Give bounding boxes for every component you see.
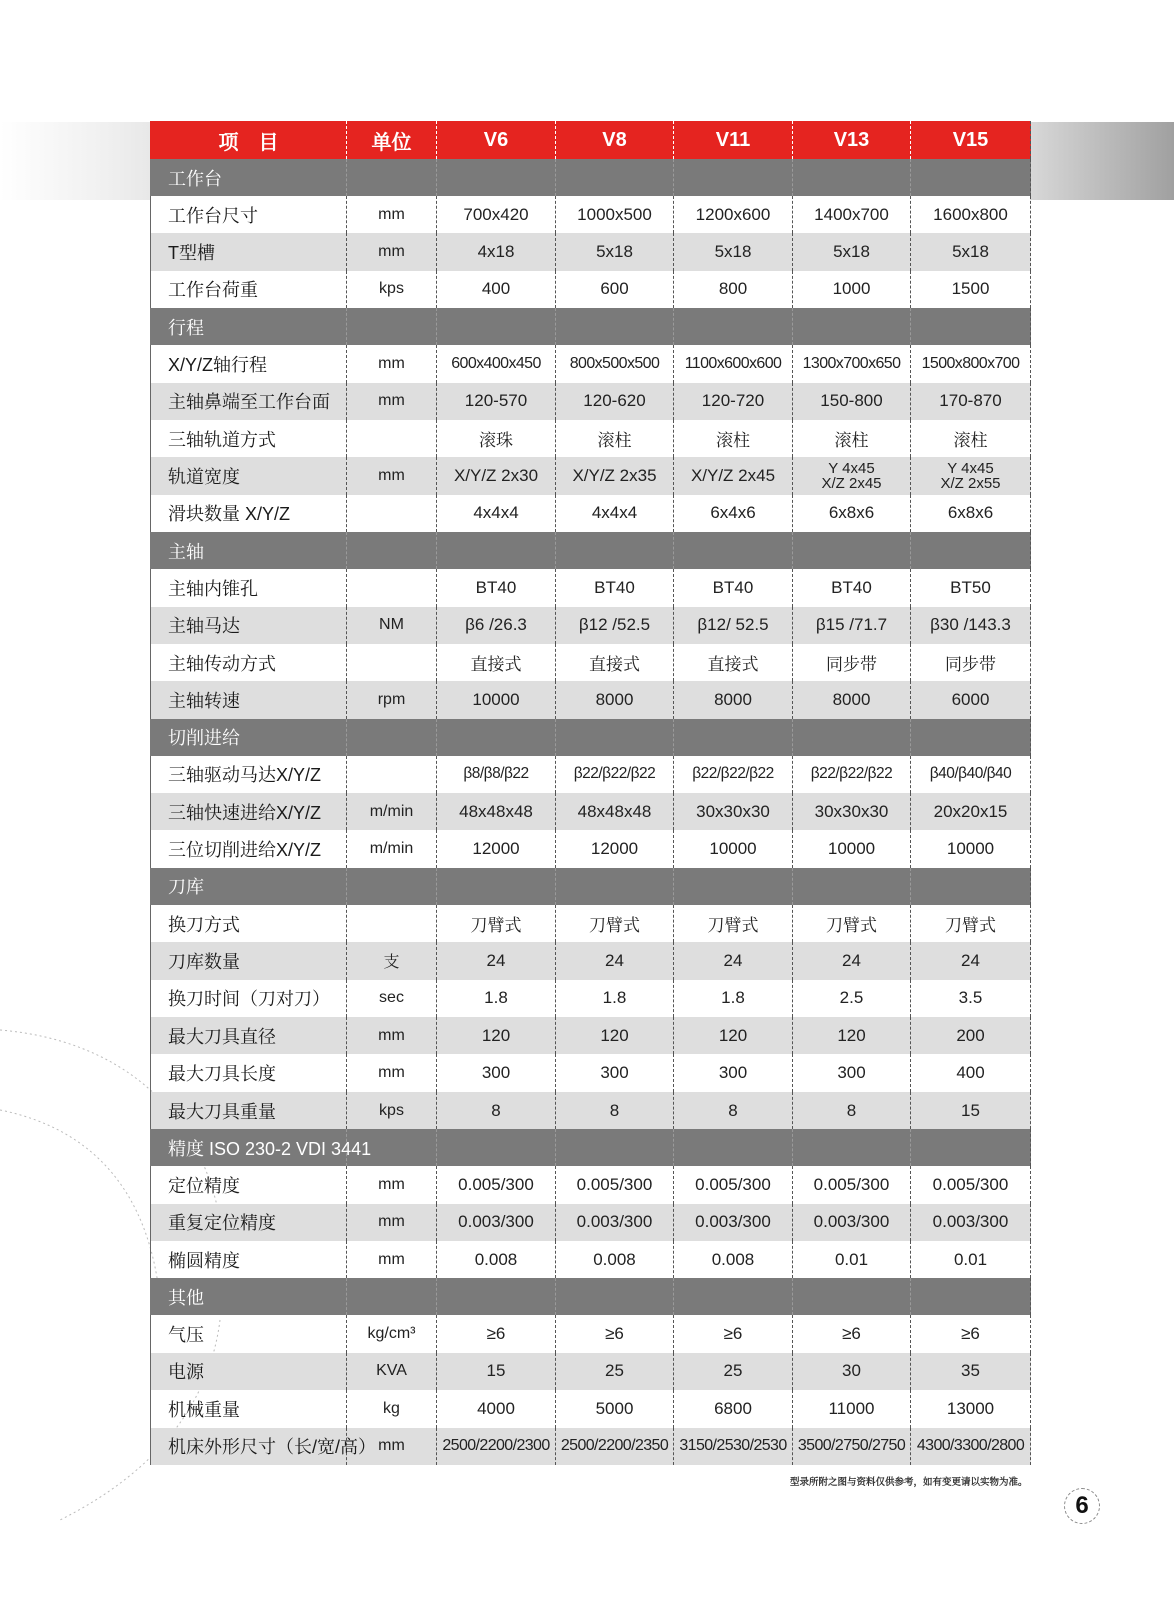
spec-value: 48x48x48 (437, 793, 556, 830)
spec-value: 0.008 (437, 1241, 556, 1278)
spec-value: 8000 (674, 681, 793, 718)
spec-value: 8 (674, 1092, 793, 1129)
spec-name: 主轴转速 (151, 681, 347, 718)
spec-value: 4300/3300/2800 (911, 1428, 1031, 1465)
spec-row (151, 196, 1031, 233)
spec-value: 25 (556, 1353, 674, 1390)
section-blank-cell (556, 308, 674, 345)
spec-value: BT50 (911, 569, 1031, 606)
spec-value: 滚柱 (911, 420, 1031, 457)
header-model-v13: V13 (793, 121, 911, 159)
spec-name: 最大刀具重量 (151, 1092, 347, 1129)
spec-value: 600x400x450 (437, 345, 556, 382)
spec-value: 6x4x6 (674, 495, 793, 532)
section-blank-cell (793, 719, 911, 756)
section-blank-cell (911, 1278, 1031, 1315)
header-model-v11: V11 (674, 121, 793, 159)
spec-value: 200 (911, 1017, 1031, 1054)
section-blank-cell (911, 308, 1031, 345)
spec-value: 13000 (911, 1390, 1031, 1427)
spec-value: 1100x600x600 (674, 345, 793, 382)
section-blank-cell (437, 719, 556, 756)
spec-value: 300 (674, 1054, 793, 1091)
spec-value: 15 (911, 1092, 1031, 1129)
spec-row (151, 1390, 1031, 1427)
spec-row (151, 457, 1031, 494)
spec-unit (347, 495, 437, 532)
section-blank-cell (793, 1278, 911, 1315)
spec-value: 0.005/300 (556, 1166, 674, 1203)
spec-unit: kg/cm³ (347, 1315, 437, 1352)
spec-row (151, 1315, 1031, 1352)
spec-value: 120 (674, 1017, 793, 1054)
spec-value: 刀臂式 (911, 905, 1031, 942)
spec-value: 800 (674, 271, 793, 308)
spec-value: 2500/2200/2300 (437, 1428, 556, 1465)
section-blank-cell (347, 532, 437, 569)
spec-unit: kps (347, 271, 437, 308)
spec-name: 机械重量 (151, 1390, 347, 1427)
spec-value: 0.003/300 (556, 1204, 674, 1241)
section-blank-cell (347, 159, 437, 196)
spec-value: 1.8 (556, 980, 674, 1017)
section-blank-cell (437, 868, 556, 905)
section-blank-cell (911, 159, 1031, 196)
section-title: 主轴 (151, 532, 347, 569)
spec-value: 0.005/300 (437, 1166, 556, 1203)
section-blank-cell (674, 1278, 793, 1315)
spec-row (151, 1241, 1031, 1278)
spec-value: 35 (911, 1353, 1031, 1390)
section-blank-cell (793, 159, 911, 196)
spec-row (151, 1353, 1031, 1390)
spec-value: 0.003/300 (437, 1204, 556, 1241)
spec-value: 刀臂式 (793, 905, 911, 942)
spec-value: β22/β22/β22 (793, 756, 911, 793)
spec-value: 6x8x6 (911, 495, 1031, 532)
left-gray-band (0, 122, 150, 200)
spec-value: β12 /52.5 (556, 607, 674, 644)
spec-value: 1200x600 (674, 196, 793, 233)
spec-row (151, 420, 1031, 457)
spec-name: 主轴马达 (151, 607, 347, 644)
spec-value: 10000 (674, 830, 793, 867)
spec-unit (347, 905, 437, 942)
disclaimer-note: 型录所附之图与资料仅供参考，如有变更请以实物为准。 (790, 1477, 1028, 1488)
spec-value: 滚柱 (556, 420, 674, 457)
spec-value: 8000 (556, 681, 674, 718)
spec-value: 120 (793, 1017, 911, 1054)
section-header-row (151, 1278, 1031, 1315)
spec-unit: kg (347, 1390, 437, 1427)
spec-value: 12000 (437, 830, 556, 867)
spec-value: β22/β22/β22 (674, 756, 793, 793)
spec-unit: mm (347, 1204, 437, 1241)
spec-value: X/Y/Z 2x35 (556, 457, 674, 494)
section-blank-cell (556, 1129, 674, 1166)
spec-value: 0.01 (793, 1241, 911, 1278)
spec-value: 6800 (674, 1390, 793, 1427)
spec-value: 12000 (556, 830, 674, 867)
spec-row (151, 1166, 1031, 1203)
spec-unit: m/min (347, 830, 437, 867)
spec-unit (347, 756, 437, 793)
spec-value: 150-800 (793, 383, 911, 420)
spec-value: BT40 (793, 569, 911, 606)
spec-name: 三轴轨道方式 (151, 420, 347, 457)
spec-name: 三轴驱动马达X/Y/Z (151, 756, 347, 793)
spec-value: 48x48x48 (556, 793, 674, 830)
spec-name: 最大刀具直径 (151, 1017, 347, 1054)
spec-value: 4x4x4 (437, 495, 556, 532)
spec-row (151, 569, 1031, 606)
spec-value-line: X/Z 2x45 (821, 475, 882, 493)
spec-value: 3.5 (911, 980, 1031, 1017)
spec-row (151, 905, 1031, 942)
spec-value: ≥6 (674, 1315, 793, 1352)
spec-value: 30 (793, 1353, 911, 1390)
spec-value: 24 (911, 942, 1031, 979)
section-blank-cell (674, 719, 793, 756)
spec-name: 刀库数量 (151, 942, 347, 979)
spec-row (151, 383, 1031, 420)
spec-value: BT40 (437, 569, 556, 606)
spec-row (151, 233, 1031, 270)
spec-value: 3150/2530/2530 (674, 1428, 793, 1465)
spec-name: 三位切削进给X/Y/Z (151, 830, 347, 867)
spec-value: 滚柱 (674, 420, 793, 457)
spec-value: BT40 (674, 569, 793, 606)
section-blank-cell (793, 532, 911, 569)
spec-value: 8 (437, 1092, 556, 1129)
spec-value: X/Y/Z 2x45 (674, 457, 793, 494)
spec-row (151, 681, 1031, 718)
spec-row (151, 495, 1031, 532)
spec-row (151, 756, 1031, 793)
spec-value: 1400x700 (793, 196, 911, 233)
spec-value: 刀臂式 (556, 905, 674, 942)
spec-value: 800x500x500 (556, 345, 674, 382)
spec-unit: mm (347, 1166, 437, 1203)
spec-value: 刀臂式 (674, 905, 793, 942)
header-unit: 单位 (347, 121, 437, 159)
spec-value (911, 457, 1031, 494)
section-blank-cell (911, 719, 1031, 756)
spec-value: 0.01 (911, 1241, 1031, 1278)
section-blank-cell (347, 308, 437, 345)
spec-row (151, 793, 1031, 830)
section-blank-cell (556, 532, 674, 569)
spec-value: 3500/2750/2750 (793, 1428, 911, 1465)
spec-value: 30x30x30 (674, 793, 793, 830)
spec-unit: rpm (347, 681, 437, 718)
spec-name: X/Y/Z轴行程 (151, 345, 347, 382)
spec-unit (347, 644, 437, 681)
spec-value: 0.005/300 (674, 1166, 793, 1203)
section-blank-cell (556, 719, 674, 756)
spec-value: 30x30x30 (793, 793, 911, 830)
section-blank-cell (437, 1129, 556, 1166)
spec-value: 8 (556, 1092, 674, 1129)
spec-name: 三轴快速进给X/Y/Z (151, 793, 347, 830)
section-blank-cell (793, 868, 911, 905)
section-blank-cell (347, 1278, 437, 1315)
spec-value: 0.005/300 (793, 1166, 911, 1203)
spec-row (151, 1204, 1031, 1241)
section-title: 刀库 (151, 868, 347, 905)
spec-value: 2500/2200/2350 (556, 1428, 674, 1465)
spec-value: 10000 (911, 830, 1031, 867)
spec-value: 0.008 (556, 1241, 674, 1278)
section-header-row (151, 159, 1031, 196)
spec-table (150, 121, 1031, 1465)
section-blank-cell (674, 159, 793, 196)
spec-name: 轨道宽度 (151, 457, 347, 494)
section-title: 行程 (151, 308, 347, 345)
spec-value: β15 /71.7 (793, 607, 911, 644)
spec-value: β6 /26.3 (437, 607, 556, 644)
section-blank-cell (437, 532, 556, 569)
spec-value: 4000 (437, 1390, 556, 1427)
spec-value: β22/β22/β22 (556, 756, 674, 793)
spec-name: 主轴鼻端至工作台面 (151, 383, 347, 420)
spec-value: 5x18 (674, 233, 793, 270)
spec-value: 24 (793, 942, 911, 979)
spec-value: 120 (556, 1017, 674, 1054)
spec-name: 滑块数量 X/Y/Z (151, 495, 347, 532)
spec-name: 主轴传动方式 (151, 644, 347, 681)
spec-row (151, 1092, 1031, 1129)
spec-name: 最大刀具长度 (151, 1054, 347, 1091)
spec-value: 0.008 (674, 1241, 793, 1278)
section-blank-cell (674, 1129, 793, 1166)
section-title: 工作台 (151, 159, 347, 196)
spec-value: 120-720 (674, 383, 793, 420)
spec-value: X/Y/Z 2x30 (437, 457, 556, 494)
spec-row (151, 1054, 1031, 1091)
spec-value: 300 (793, 1054, 911, 1091)
spec-value: 11000 (793, 1390, 911, 1427)
section-header-row (151, 868, 1031, 905)
section-title: 其他 (151, 1278, 347, 1315)
section-header-row (151, 308, 1031, 345)
spec-value: 1500 (911, 271, 1031, 308)
spec-value: 300 (437, 1054, 556, 1091)
section-blank-cell (437, 159, 556, 196)
right-gray-band (1030, 122, 1174, 200)
spec-value: 0.005/300 (911, 1166, 1031, 1203)
spec-value: 滚柱 (793, 420, 911, 457)
spec-value-line: Y 4x45 (947, 460, 994, 478)
spec-value: β12/ 52.5 (674, 607, 793, 644)
section-blank-cell (556, 1278, 674, 1315)
spec-value: 4x18 (437, 233, 556, 270)
section-blank-cell (556, 868, 674, 905)
spec-value: 25 (674, 1353, 793, 1390)
section-header-row (151, 719, 1031, 756)
header-model-v15: V15 (911, 121, 1031, 159)
spec-name: 换刀时间（刀对刀） (151, 980, 347, 1017)
spec-value: ≥6 (911, 1315, 1031, 1352)
spec-value: BT40 (556, 569, 674, 606)
spec-unit: mm (347, 1241, 437, 1278)
spec-name: 气压 (151, 1315, 347, 1352)
section-title: 精度 ISO 230-2 VDI 3441 (151, 1129, 347, 1166)
spec-unit: NM (347, 607, 437, 644)
spec-unit: mm (347, 345, 437, 382)
spec-unit: mm (347, 457, 437, 494)
spec-value: 300 (556, 1054, 674, 1091)
spec-value: 0.003/300 (674, 1204, 793, 1241)
spec-value: 10000 (437, 681, 556, 718)
spec-value: 10000 (793, 830, 911, 867)
spec-value: 直接式 (674, 644, 793, 681)
section-blank-cell (347, 719, 437, 756)
spec-unit: kps (347, 1092, 437, 1129)
spec-value-line: Y 4x45 (828, 460, 875, 478)
spec-unit: mm (347, 383, 437, 420)
spec-value: 5x18 (793, 233, 911, 270)
spec-value: 6x8x6 (793, 495, 911, 532)
spec-row (151, 830, 1031, 867)
spec-value: 5x18 (556, 233, 674, 270)
spec-unit: mm (347, 1428, 437, 1465)
section-blank-cell (674, 868, 793, 905)
spec-value: 直接式 (556, 644, 674, 681)
section-blank-cell (911, 1129, 1031, 1166)
spec-value: 170-870 (911, 383, 1031, 420)
spec-row (151, 644, 1031, 681)
spec-name: 工作台荷重 (151, 271, 347, 308)
spec-value: 1000 (793, 271, 911, 308)
section-blank-cell (793, 308, 911, 345)
header-row (151, 121, 1031, 159)
spec-value: 24 (556, 942, 674, 979)
spec-value: ≥6 (437, 1315, 556, 1352)
spec-row (151, 1428, 1031, 1465)
spec-name: 工作台尺寸 (151, 196, 347, 233)
spec-row (151, 607, 1031, 644)
spec-value: 2.5 (793, 980, 911, 1017)
section-blank-cell (674, 532, 793, 569)
spec-value: 6000 (911, 681, 1031, 718)
spec-value: 0.003/300 (911, 1204, 1031, 1241)
spec-value: 400 (911, 1054, 1031, 1091)
spec-unit (347, 569, 437, 606)
section-blank-cell (347, 868, 437, 905)
spec-value: 120-620 (556, 383, 674, 420)
spec-value: 1.8 (674, 980, 793, 1017)
spec-name: 电源 (151, 1353, 347, 1390)
spec-value: 5000 (556, 1390, 674, 1427)
spec-value: 1600x800 (911, 196, 1031, 233)
spec-unit (347, 420, 437, 457)
spec-name: 主轴内锥孔 (151, 569, 347, 606)
spec-name: 定位精度 (151, 1166, 347, 1203)
spec-unit: sec (347, 980, 437, 1017)
spec-name: T型槽 (151, 233, 347, 270)
spec-unit: mm (347, 233, 437, 270)
spec-value: 直接式 (437, 644, 556, 681)
spec-value-line: X/Z 2x55 (940, 475, 1001, 493)
spec-value: 24 (674, 942, 793, 979)
section-header-row (151, 1129, 1031, 1166)
spec-value: 24 (437, 942, 556, 979)
spec-value: 同步带 (911, 644, 1031, 681)
spec-value: β8/β8/β22 (437, 756, 556, 793)
spec-row (151, 980, 1031, 1017)
spec-value: 15 (437, 1353, 556, 1390)
spec-value: ≥6 (793, 1315, 911, 1352)
spec-value: 1000x500 (556, 196, 674, 233)
spec-value: 400 (437, 271, 556, 308)
spec-unit: m/min (347, 793, 437, 830)
spec-name: 换刀方式 (151, 905, 347, 942)
spec-value: 1500x800x700 (911, 345, 1031, 382)
spec-value: 20x20x15 (911, 793, 1031, 830)
spec-value: 1300x700x650 (793, 345, 911, 382)
spec-unit: mm (347, 196, 437, 233)
spec-value: 120 (437, 1017, 556, 1054)
spec-value: 8000 (793, 681, 911, 718)
spec-name: 机床外形尺寸（长/宽/高） (151, 1428, 347, 1465)
section-blank-cell (674, 308, 793, 345)
section-header-row (151, 532, 1031, 569)
spec-name: 椭圆精度 (151, 1241, 347, 1278)
spec-value (793, 457, 911, 494)
spec-value: 700x420 (437, 196, 556, 233)
spec-unit: mm (347, 1054, 437, 1091)
spec-unit: KVA (347, 1353, 437, 1390)
section-blank-cell (437, 308, 556, 345)
spec-value: 600 (556, 271, 674, 308)
spec-value: ≥6 (556, 1315, 674, 1352)
spec-row (151, 942, 1031, 979)
header-model-v6: V6 (437, 121, 556, 159)
spec-value: 滚珠 (437, 420, 556, 457)
spec-value: 120-570 (437, 383, 556, 420)
spec-value: 4x4x4 (556, 495, 674, 532)
header-item: 项 目 (151, 121, 347, 159)
section-blank-cell (556, 159, 674, 196)
section-blank-cell (793, 1129, 911, 1166)
spec-value: β30 /143.3 (911, 607, 1031, 644)
section-blank-cell (911, 868, 1031, 905)
spec-row (151, 345, 1031, 382)
spec-value: 5x18 (911, 233, 1031, 270)
section-title: 切削进给 (151, 719, 347, 756)
page-number: 6 (1064, 1488, 1100, 1524)
spec-unit: mm (347, 1017, 437, 1054)
spec-value: 8 (793, 1092, 911, 1129)
spec-value: β40/β40/β40 (911, 756, 1031, 793)
spec-name: 重复定位精度 (151, 1204, 347, 1241)
spec-unit: 支 (347, 942, 437, 979)
spec-row (151, 271, 1031, 308)
header-model-v8: V8 (556, 121, 674, 159)
section-blank-cell (911, 532, 1031, 569)
spec-row (151, 1017, 1031, 1054)
spec-value: 0.003/300 (793, 1204, 911, 1241)
spec-value: 1.8 (437, 980, 556, 1017)
spec-value: 同步带 (793, 644, 911, 681)
section-blank-cell (437, 1278, 556, 1315)
spec-value: 刀臂式 (437, 905, 556, 942)
